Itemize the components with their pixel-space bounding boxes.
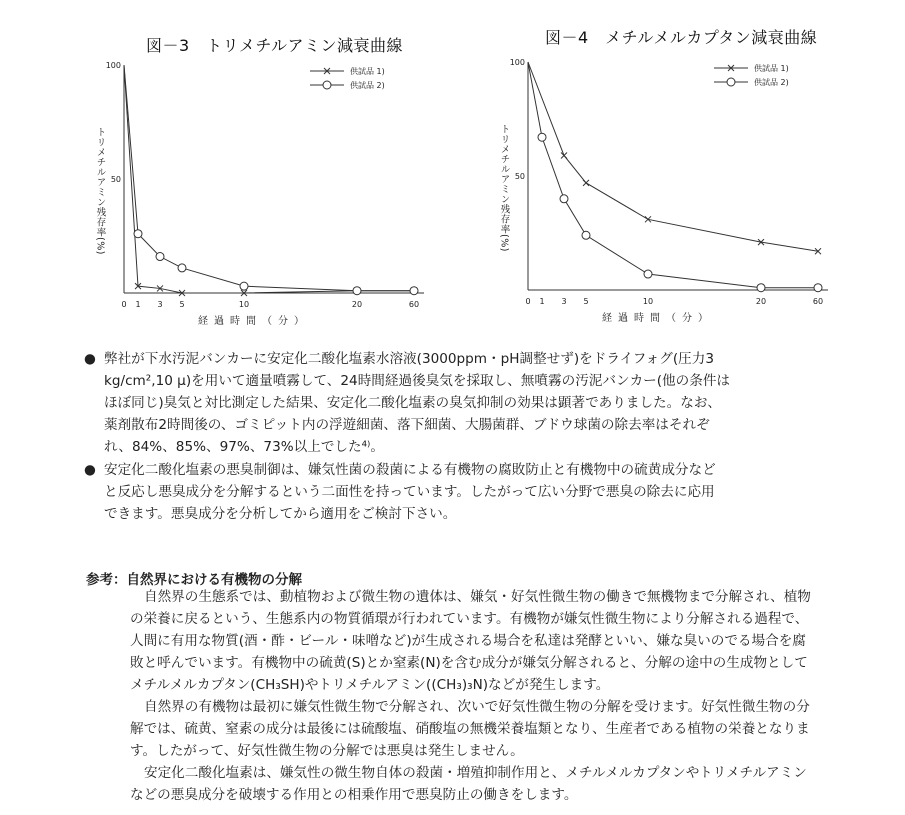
data-point-circle [538,133,546,141]
legend-label: 供試品 1) [754,64,789,73]
text-line: と反応し悪臭成分を分解するという二面性を持っています。したがって広い分野で悪臭の除去に応用 [104,484,715,500]
bullet-paragraph-1 [84,348,864,458]
text-line: 解では、硫黄、窒素の成分は最後には硫酸塩、硝酸塩の無機栄養塩類となり、生産者である植物の栄養となりま [130,721,810,737]
data-point-circle [582,231,590,239]
x-tick-label: 1 [539,297,545,306]
x-tick-label: 1 [135,300,141,309]
x-tick-label: 20 [755,297,767,306]
x-tick-label: 5 [179,300,185,309]
reference-body [130,586,860,806]
x-tick-label: 60 [812,297,824,306]
text-line: できます。悪臭成分を分析してから適用をご検討下さい。 [104,506,457,522]
x-tick-label: 20 [351,300,363,309]
series-line [124,65,414,291]
x-tick-label: 5 [583,297,589,306]
text-line: 自然界の有機物は最初に嫌気性微生物で分解され、次いで好気性微生物の分解を受けます。好気性微生物の分 [144,699,810,715]
x-tick-label: 3 [157,300,163,309]
text-line: 弊社が下水汚泥バンカーに安定化二酸化塩素水溶液(3000ppm・pH調整せず)をドライフォグ(圧力3 [104,351,714,367]
y-tick-label: 50 [110,175,121,184]
y-axis-label: トリメチルアミン残存率(%) [498,124,510,252]
legend-marker-circle [727,78,735,86]
chart-title-fig4: 図－4 メチルメルカプタン減衰曲線 [545,28,818,47]
chart-fig3 [86,55,446,335]
text-line: 人間に有用な物質(酒・酢・ビール・味噌など)が生成される場合を私達は発酵といい、嫌な臭いのでる場合を腐 [130,633,806,649]
bullet-paragraph-2 [84,459,864,525]
chart-fig4 [490,52,850,332]
y-tick-label: 100 [509,58,525,67]
data-point-circle [134,230,142,238]
bullet-marker: ● [84,462,96,478]
text-line: などの悪臭成分を破壊する作用との相乗作用で悪臭防止の働きをします。 [130,787,578,803]
series-line [124,65,414,293]
x-tick-label: 10 [238,300,250,309]
y-tick-label: 100 [105,61,121,70]
data-point-x [561,152,567,158]
text-line: 自然界の生態系では、動植物および微生物の遺体は、嫌気・好気性微生物の働きで無機物まで分解され、植物 [144,589,811,605]
y-tick-label: 50 [514,172,525,181]
x-axis-label: 経過時間（分） [198,316,310,327]
x-tick-label: 10 [642,297,654,306]
x-tick-label: 0 [121,300,127,309]
legend-label: 供試品 1) [350,67,385,76]
text-line: す。したがって、好気性微生物の分解では悪臭は発生しません。 [130,743,524,759]
series-line [528,62,818,251]
data-point-circle [353,287,361,295]
data-point-circle [814,284,822,292]
data-point-x [583,180,589,186]
chart-title-fig3: 図－3 トリメチルアミン減衰曲線 [146,36,404,55]
legend-label: 供試品 2) [350,81,385,90]
reference-heading: 参考：自然界における有機物の分解 [86,572,302,588]
text-line: の栄養に戻るという、生態系内の物質循環が行われています。有機物が嫌気性微生物により分解される過程で、 [130,611,809,627]
x-tick-label: 3 [561,297,567,306]
text-line: kg/cm²,10 μ)を用いて適量噴霧して、24時間経過後臭気を採取し、無噴霧の汚泥バンカー(他の条件は [104,373,731,389]
data-point-circle [178,264,186,272]
text-line: 敗と呼んでいます。有機物中の硫黄(S)とか窒素(N)を含む成分が嫌気分解されると、分解の途中の生成物として [130,655,808,671]
text-line: 薬剤散布2時間後の、ゴミピット内の浮遊細菌、落下細菌、大腸菌群、ブドウ球菌の除去率はそれぞ [104,417,710,433]
legend-label: 供試品 2) [754,78,789,87]
x-axis-label: 経過時間（分） [602,313,714,324]
data-point-circle [560,195,568,203]
legend-marker-circle [323,81,331,89]
data-point-circle [757,284,765,292]
x-tick-label: 0 [525,297,531,306]
text-line: 安定化二酸化塩素は、嫌気性の微生物自体の殺菌・増殖抑制作用と、メチルメルカプタンやトリメチルアミン [144,765,807,781]
x-tick-label: 60 [408,300,420,309]
y-axis-label: トリメチルアミン残存率(%) [94,127,106,255]
bullet-marker: ● [84,351,96,367]
data-point-circle [156,253,164,261]
data-point-circle [644,270,652,278]
text-line: メチルメルカプタン(CH₃SH)やトリメチルアミン((CH₃)₃N)などが発生します。 [130,677,610,693]
data-point-circle [410,287,418,295]
text-line: れ、84%、85%、97%、73%以上でした⁴⁾。 [104,439,384,455]
text-line: ほぼ同じ)臭気と対比測定した結果、安定化二酸化塩素の臭気抑制の効果は顕著でありました。なお、 [104,395,722,411]
text-line: 安定化二酸化塩素の悪臭制御は、嫌気性菌の殺菌による有機物の腐敗防止と有機物中の硫黄成分など [104,462,716,478]
series-line [528,62,818,288]
data-point-circle [240,282,248,290]
